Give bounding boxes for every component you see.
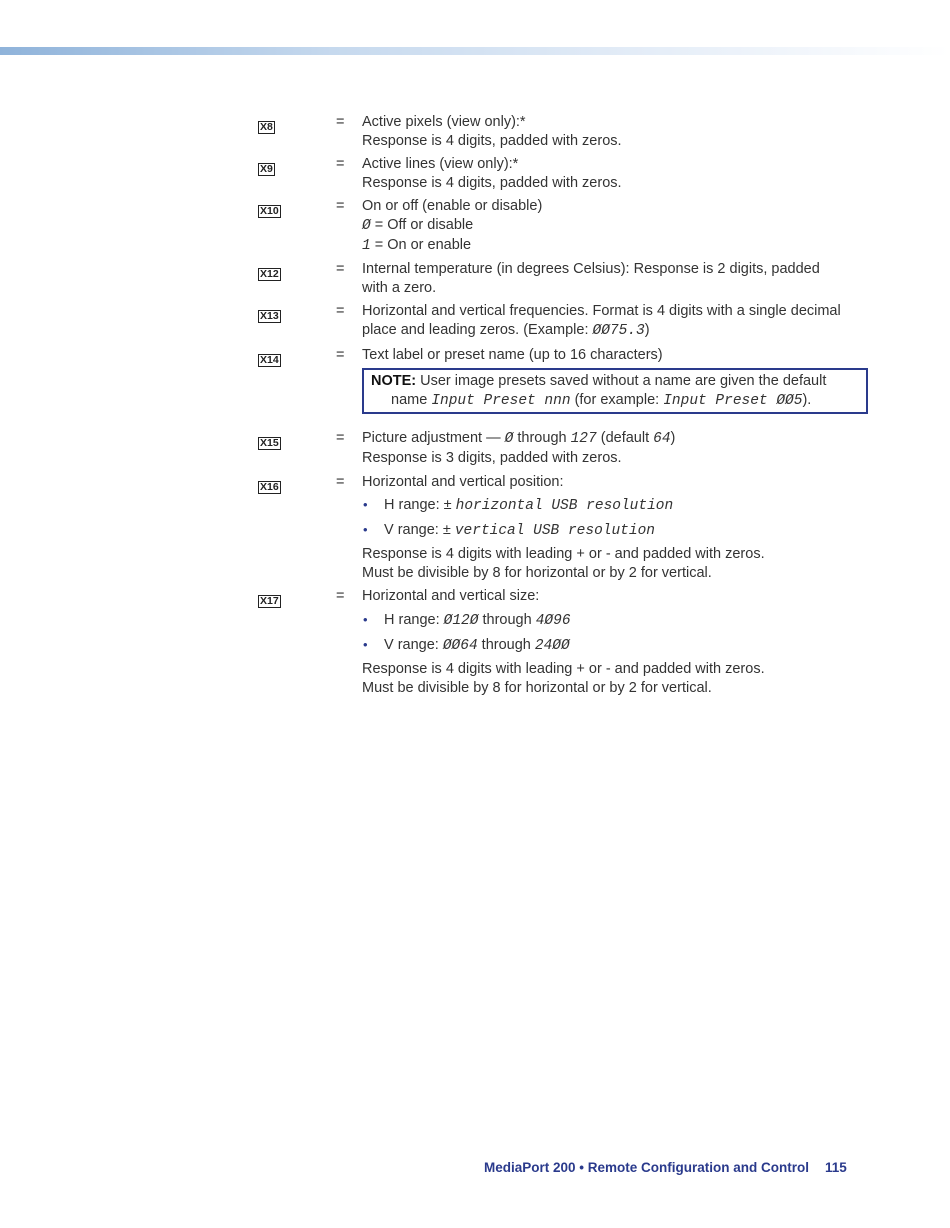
variable-badge: X10 [260,205,279,218]
variable-badge: X15 [260,437,279,450]
list-item: • V range: ± vertical USB resolution [363,521,655,539]
equals-sign: = [336,156,345,173]
page-footer [484,1160,847,1175]
entry-x16 [258,473,868,583]
entry-x9 [258,155,868,192]
entry-description: Horizontal and vertical position: • H range: ± horizontal USB resolution • V range: ± vertical USB resolution Response is 4 digits with leading + or - and padded with zeros. Must be divisible by 8 for horizontal or by 2 for vertical. [362,473,868,583]
variable-definitions [258,113,868,702]
bullet-icon: • [363,636,368,652]
entry-description: On or off (enable or disable) Ø = Off or disable 1 = On or enable [362,198,543,254]
header-gradient-bar [0,47,950,55]
entry-x8 [258,113,868,150]
footer-title: MediaPort 200 • Remote Configuration and Control [484,1160,809,1175]
entry-x12 [258,260,868,297]
equals-sign: = [336,346,345,363]
entry-description: Picture adjustment — Ø through 127 (default 64) Response is 3 digits, padded with zeros. [362,430,676,466]
list-item: • V range: ØØ64 through 24ØØ [363,636,570,654]
page-number: 115 [825,1160,847,1175]
equals-sign: = [336,430,345,447]
note-box: NOTE: User image presets saved without a name are given the default name Input Preset nnn (for example: Input Preset ØØ5). [362,368,868,414]
variable-badge: X8 [260,121,273,133]
list-item: • H range: ± horizontal USB resolution [363,497,674,515]
variable-badge: X13 [260,310,279,323]
variable-badge: X14 [260,353,279,366]
entry-x15 [258,429,868,467]
bullet-icon: • [363,497,368,513]
entry-description: Horizontal and vertical size: • H range: Ø12Ø through 4Ø96 • V range: ØØ64 through 24ØØ Response is 4 digits with leading + or - and padded with zeros. Must be divisible by 8 for horizontal or by 2 for vertical. [362,587,868,697]
entry-description: Text label or preset name (up to 16 characters) NOTE: User image presets saved without a name are given the default name Input Preset nnn (for example: Input Preset ØØ5). [362,346,868,425]
entry-description: Horizontal and vertical frequencies. Format is 4 digits with a single decimal place and leading zeros. (Example: ØØ75.3) [362,303,841,339]
list-item: • H range: Ø12Ø through 4Ø96 [363,612,571,630]
entry-x17 [258,587,868,697]
entry-description: Active pixels (view only):* Response is 4 digits, padded with zeros. [362,114,622,149]
equals-sign: = [336,303,345,320]
note-label: NOTE: [371,373,417,390]
variable-badge: X9 [260,163,273,176]
entry-description: Active lines (view only):* Response is 4 digits, padded with zeros. [362,156,622,191]
equals-sign: = [336,114,345,130]
bullet-icon: • [363,521,368,537]
equals-sign: = [336,198,345,215]
variable-badge: X12 [260,268,279,281]
variable-badge: X16 [260,480,279,493]
entry-x13 [258,302,868,340]
equals-sign: = [336,261,345,278]
equals-sign: = [336,588,345,605]
equals-sign: = [336,473,345,490]
entry-description: Internal temperature (in degrees Celsius): Response is 2 digits, padded with a zero. [362,261,820,296]
variable-badge: X17 [260,595,279,608]
entry-x10 [258,197,868,255]
bullet-icon: • [363,612,368,628]
entry-x14 [258,346,868,425]
